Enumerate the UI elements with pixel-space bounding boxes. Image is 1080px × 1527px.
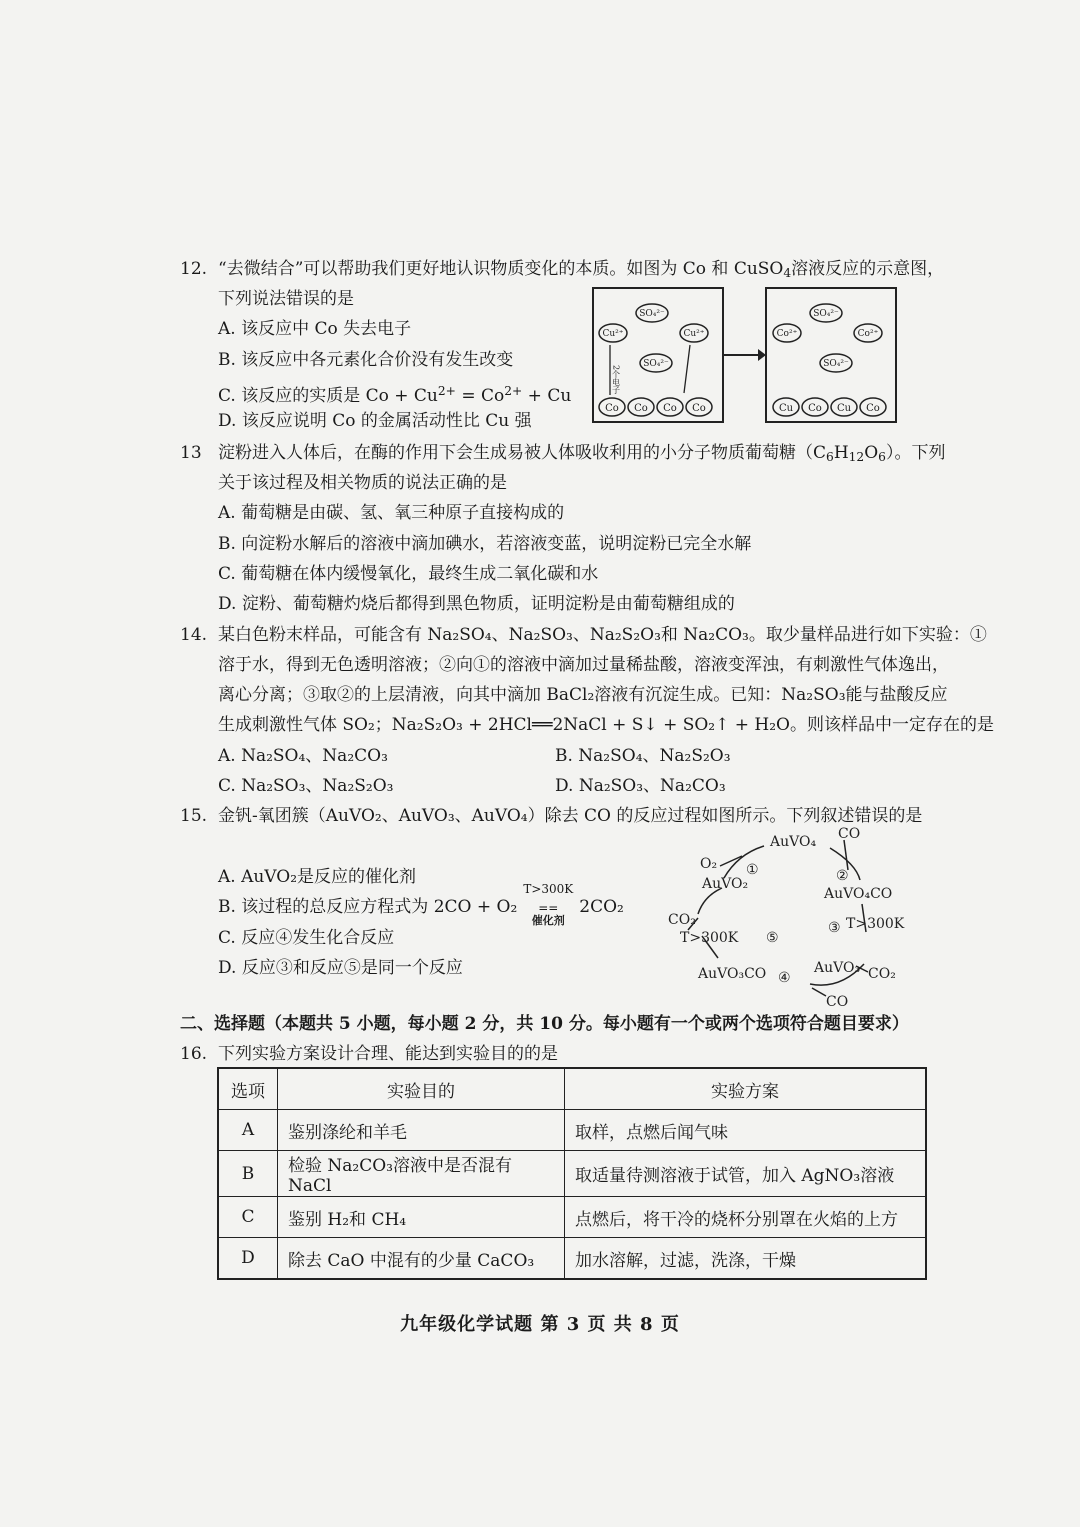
option-c: C. Na₂SO₃、Na₂S₂O₃ [218,776,394,796]
cell-plan: 取适量待测溶液于试管，加入 AgNO₃溶液 [565,1151,927,1197]
table-row [218,1110,926,1151]
reactant-co-bottom: CO [826,994,849,1010]
reaction-condition: T>300K == 催化剂 [523,882,574,927]
atom-label: Co [605,403,619,414]
cell-option: C [218,1197,278,1238]
cell-purpose: 鉴别 H₂和 CH₄ [278,1197,565,1238]
option-b: B. 向淀粉水解后的溶液中滴加碘水，若溶液变蓝，说明淀粉已完全水解 [218,534,752,554]
species-auvo2: AuVO₂ [702,876,749,892]
question-stem: 下列实验方案设计合理、能达到实验目的的是 [218,1044,558,1064]
question-number: 15. [180,806,208,826]
catalytic-cycle-diagram [660,826,910,1011]
reactant-o2: O₂ [700,856,718,872]
table-header-row [218,1068,926,1110]
species-auvo3: AuVO₃ [814,960,861,976]
ion-label: SO₄²⁻ [823,359,849,369]
option-a: A. 该反应中 Co 失去电子 [218,319,412,339]
ion-label: Cu²⁺ [602,329,624,339]
atom-label: Cu [836,403,852,414]
table-row [218,1151,926,1197]
option-c: C. 该反应的实质是 $Co + Cu^{2+} = Co^{2+} + Cu$ [218,384,572,407]
step-4: ④ [778,970,791,986]
option-a: A. 葡萄糖是由碳、氢、氧三种原子直接构成的 [218,503,565,523]
step-5: ⑤ [766,930,779,946]
question-number: 16. [180,1044,208,1064]
atom-label: Co [634,403,648,414]
question-number: 12. [180,259,208,279]
option-d: D. 该反应说明 Co 的金属活动性比 Cu 强 [218,411,532,431]
product-co2-right: CO₂ [868,966,896,982]
atom-label: Co [808,403,822,414]
option-a: A. Na₂SO₄、Na₂CO₃ [218,746,388,766]
co-bottom-arrow [812,988,826,996]
question-number: 13 [180,443,202,463]
ion-label: Co²⁺ [857,329,879,339]
reactant-co-top: CO [838,826,861,842]
cell-option: A [218,1110,278,1151]
ion-label: SO₄²⁻ [639,309,665,319]
product-co2-left: CO₂ [668,912,696,928]
step-1: ① [746,862,759,878]
header-purpose: 实验目的 [278,1068,565,1110]
condition-step5: T>300K [680,930,739,946]
table-row [218,1197,926,1238]
question-stem-line4: 生成刺激性气体 SO₂；Na₂S₂O₃ + 2HCl══2NaCl + S↓ + SO₂↑ + H₂O。则该样品中一定存在的是 [218,715,994,735]
o2-arrow [720,856,742,866]
question-stem: 金钒-氧团簇（AuVO₂、AuVO₃、AuVO₄）除去 CO 的反应过程如图所示。下列叙述错误的是 [218,806,923,826]
section-heading: 二、选择题（本题共 5 小题，每小题 2 分，共 10 分。每小题有一个或两个选项符合题目要求） [180,1014,909,1034]
cell-option: D [218,1238,278,1280]
table-row [218,1238,926,1280]
atom-label: Co [663,403,677,414]
question-stem-line2: 关于该过程及相关物质的说法正确的是 [218,473,507,493]
step-3: ③ [828,920,841,936]
option-a: A. AuVO₂是反应的催化剂 [218,867,417,887]
atom-label: Cu [778,403,794,414]
question-stem: 淀粉进入人体后，在酶的作用下会生成易被人体吸收利用的小分子物质葡萄糖$(C_6H_{12}O_6)$。下列 [218,443,946,465]
cell-purpose: 鉴别涤纶和羊毛 [278,1110,565,1151]
electron-arrows [610,345,690,395]
transform-arrowhead [758,349,766,361]
atom-label: Co [692,403,706,414]
condition-step3: T>300K [846,916,905,932]
ion-label: SO₄²⁻ [643,359,669,369]
ion-label: SO₄²⁻ [813,309,839,319]
option-c: C. 葡萄糖在体内缓慢氧化，最终生成二氧化碳和水 [218,564,599,584]
option-b: B. 该过程的总反应方程式为 2CO + O₂ T>300K == 催化剂 2CO₂ [218,882,624,927]
reaction-diagram [590,285,935,425]
option-d: D. 淀粉、葡萄糖灼烧后都得到黑色物质，证明淀粉是由葡萄糖组成的 [218,594,735,614]
cell-plan: 取样，点燃后闻气味 [565,1110,927,1151]
experiment-table [217,1067,927,1280]
question-number: 14. [180,625,208,645]
species-auvo4: AuVO₄ [770,834,817,850]
cell-purpose: 除去 CaO 中混有的少量 CaCO₃ [278,1238,565,1280]
question-stem: “去微结合”可以帮助我们更好地认识物质变化的本质。如图为 Co 和 CuSO$_4$溶液反应的示意图， [218,259,945,281]
cell-plan: 加水溶解，过滤，洗涤，干燥 [565,1238,927,1280]
header-plan: 实验方案 [565,1068,927,1110]
option-b: B. 该反应中各元素化合价没有发生改变 [218,350,514,370]
electron-label: 2个电子 [611,365,621,395]
option-d: D. Na₂SO₃、Na₂CO₃ [555,776,726,796]
option-c: C. 反应④发生化合反应 [218,928,395,948]
question-stem-line3: 离心分离；③取②的上层清液，向其中滴加 BaCl₂溶液有沉淀生成。已知：Na₂SO₃能与盐酸反应 [218,685,948,705]
species-auvo3co: AuVO₃CO [698,966,767,982]
option-d: D. 反应③和反应⑤是同一个反应 [218,958,463,978]
cell-purpose: 检验 Na₂CO₃溶液中是否混有 NaCl [278,1151,565,1197]
question-stem-line1: 某白色粉末样品，可能含有 Na₂SO₄、Na₂SO₃、Na₂S₂O₃和 Na₂CO₃。取少量样品进行如下实验：① [218,625,987,645]
question-stem-line2: 溶于水，得到无色透明溶液；②向①的溶液中滴加过量稀盐酸，溶液变浑浊，有刺激性气体逸出， [218,655,949,675]
option-b: B. Na₂SO₄、Na₂S₂O₃ [555,746,731,766]
question-stem-line2: 下列说法错误的是 [218,289,354,309]
header-option: 选项 [218,1068,278,1110]
ion-label: Co²⁺ [776,329,798,339]
step-2: ② [836,868,849,884]
ion-label: Cu²⁺ [683,329,705,339]
cell-option: B [218,1151,278,1197]
co-top-arrow [844,840,848,870]
page-footer: 九年级化学试题 第 3 页 共 8 页 [400,1314,680,1335]
atom-label: Co [866,403,880,414]
species-auvo4co: AuVO₄CO [824,886,893,902]
cell-plan: 点燃后，将干冷的烧杯分别罩在火焰的上方 [565,1197,927,1238]
